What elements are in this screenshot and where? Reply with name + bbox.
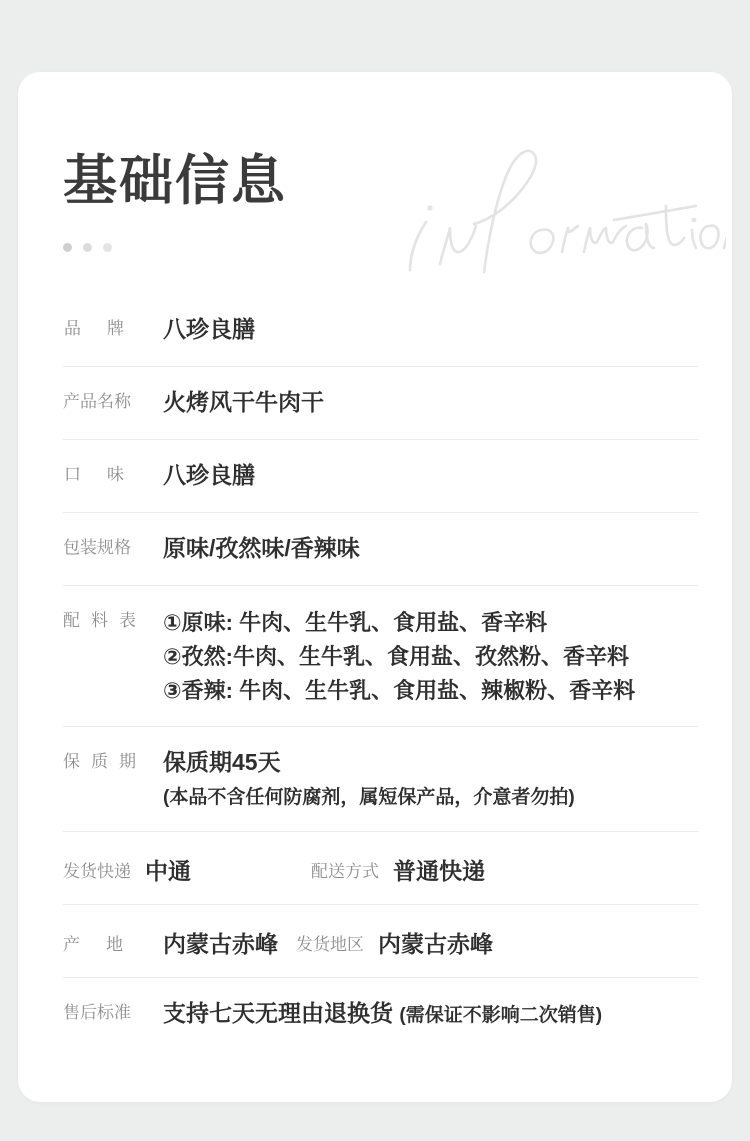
information-watermark [366, 102, 726, 302]
row-value: 普通快递 [393, 857, 485, 884]
ship-from-group [296, 926, 493, 959]
row-label: 配送方式 [311, 861, 379, 881]
page-title: 基础信息 [63, 151, 287, 211]
ingredient-line-2: ②孜然:牛肉、生牛乳、食用盐、孜然粉、香辛料 [163, 644, 629, 669]
after-sales-note: (需保证不影响二次销售) [399, 1005, 603, 1026]
decorative-dots [63, 243, 287, 252]
table-row-flavor [63, 440, 699, 513]
row-label: 包装规格 [63, 538, 131, 557]
dot-1 [63, 243, 72, 252]
shelf-life-note: (本品不含任何防腐剂，属短保产品，介意者勿拍) [163, 787, 575, 808]
ingredient-line-1: ①原味: 牛肉、生牛乳、食用盐、香辛料 [163, 610, 548, 635]
row-value: 内蒙古赤峰 [378, 930, 493, 957]
info-table [63, 294, 699, 1050]
row-value: 原味/孜然味/香辣味 [163, 535, 360, 561]
info-card [18, 72, 732, 1102]
row-value: 火烤风干牛肉干 [163, 389, 324, 415]
row-label: 配料表 [63, 611, 147, 630]
table-row-shelf-life [63, 727, 699, 832]
row-label: 售后标准 [63, 1003, 131, 1022]
origin-group [63, 926, 278, 959]
row-label: 品牌 [64, 319, 150, 338]
table-row-package-spec [63, 513, 699, 586]
table-row-shipping [63, 832, 699, 905]
row-value [163, 998, 699, 1031]
dot-2 [83, 243, 92, 252]
row-label: 产地 [63, 934, 149, 954]
after-sales-value: 支持七天无理由退换货 [163, 1000, 393, 1026]
row-label: 保质期 [63, 752, 147, 771]
dot-3 [103, 243, 112, 252]
table-row-brand [63, 294, 699, 367]
row-value: 八珍良膳 [163, 316, 255, 342]
table-row-product-name [63, 367, 699, 440]
table-row-origin [63, 905, 699, 978]
shelf-life-value: 保质期45天 [163, 749, 281, 775]
row-label: 发货快递 [63, 861, 131, 881]
row-value: 中通 [145, 857, 191, 884]
shipping-courier-group [63, 853, 293, 886]
row-label: 口味 [64, 465, 150, 484]
row-label: 产品名称 [63, 392, 131, 411]
header-block [63, 152, 287, 252]
table-row-ingredients [63, 586, 699, 727]
ingredient-line-3: ③香辣: 牛肉、生牛乳、食用盐、辣椒粉、香辛料 [163, 678, 636, 703]
table-row-after-sales [63, 978, 699, 1050]
shipping-method-group [311, 853, 485, 886]
row-value: 内蒙古赤峰 [163, 930, 278, 957]
row-value [163, 606, 699, 708]
row-value: 八珍良膳 [163, 462, 255, 488]
row-value [163, 747, 699, 813]
row-label: 发货地区 [296, 934, 364, 954]
